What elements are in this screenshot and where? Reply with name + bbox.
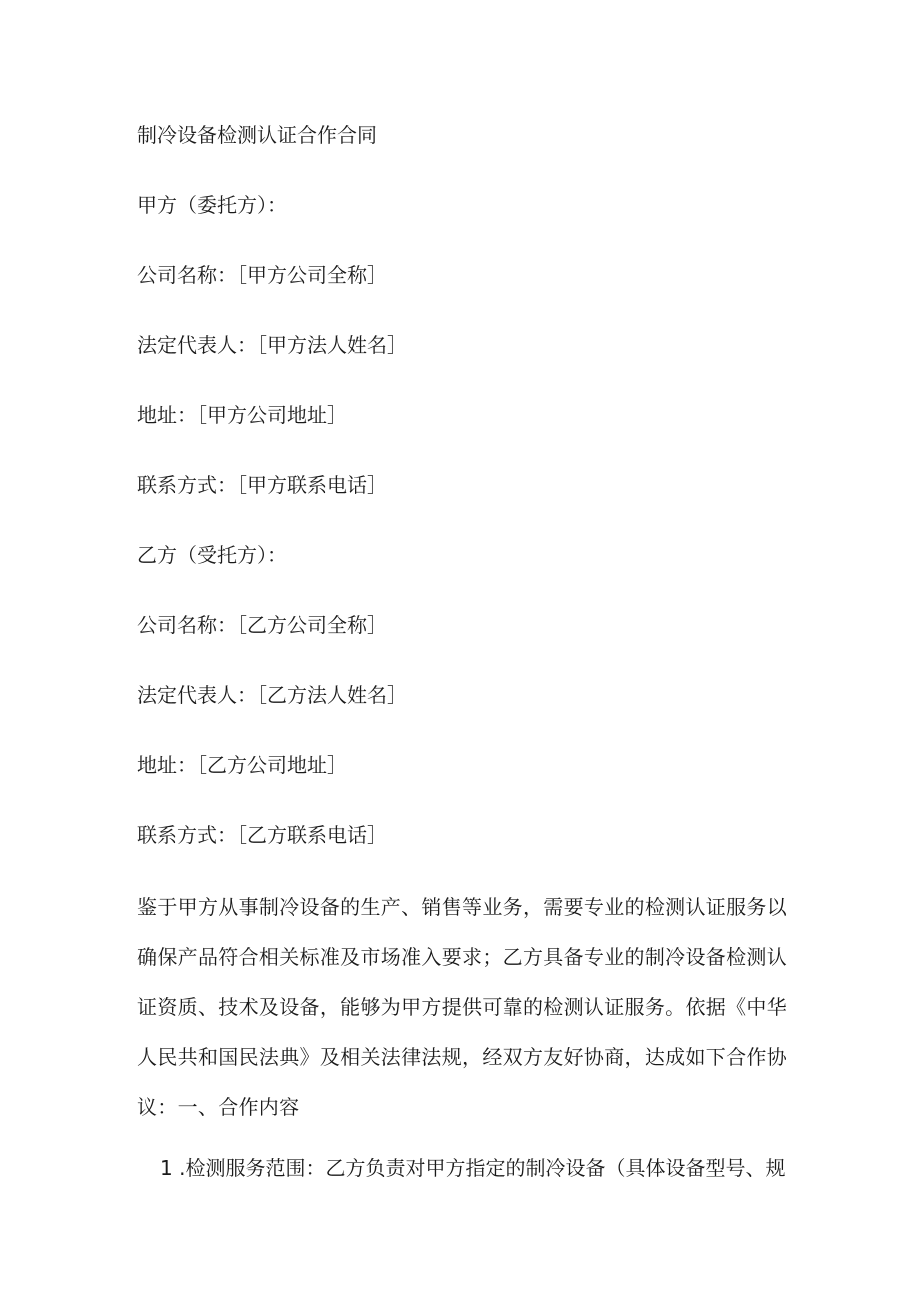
- document-title: 制冷设备检测认证合作合同: [137, 123, 377, 147]
- party-b-company: 公司名称：［乙方公司全称］: [137, 613, 387, 637]
- party-a-company: 公司名称：［甲方公司全称］: [137, 263, 387, 287]
- party-a-address: 地址：［甲方公司地址］: [137, 403, 347, 427]
- preamble-paragraph: 鉴于甲方从事制冷设备的生产、销售等业务，需要专业的检测认证服务以确保产品符合相关标准及市场准入要求；乙方具备专业的制冷设备检测认证资质、技术及设备，能够为甲方提供可靠的检测认证服务。依据《中华人民共和国民法典》及相关法律法规，经双方友好协商，达成如下合作协议：一、合作内容: [137, 895, 787, 1119]
- party-b-contact: 联系方式：［乙方联系电话］: [137, 823, 387, 847]
- party-b-address: 地址：［乙方公司地址］: [137, 753, 347, 777]
- clause-item-1: 1 .检测服务范围：乙方负责对甲方指定的制冷设备（具体设备型号、规: [160, 1156, 786, 1180]
- party-b-representative: 法定代表人：［乙方法人姓名］: [137, 683, 407, 707]
- party-b-heading: 乙方（受托方）：: [137, 543, 287, 567]
- party-a-heading: 甲方（委托方）：: [137, 193, 287, 217]
- party-a-representative: 法定代表人：［甲方法人姓名］: [137, 333, 407, 357]
- party-a-contact: 联系方式：［甲方联系电话］: [137, 473, 387, 497]
